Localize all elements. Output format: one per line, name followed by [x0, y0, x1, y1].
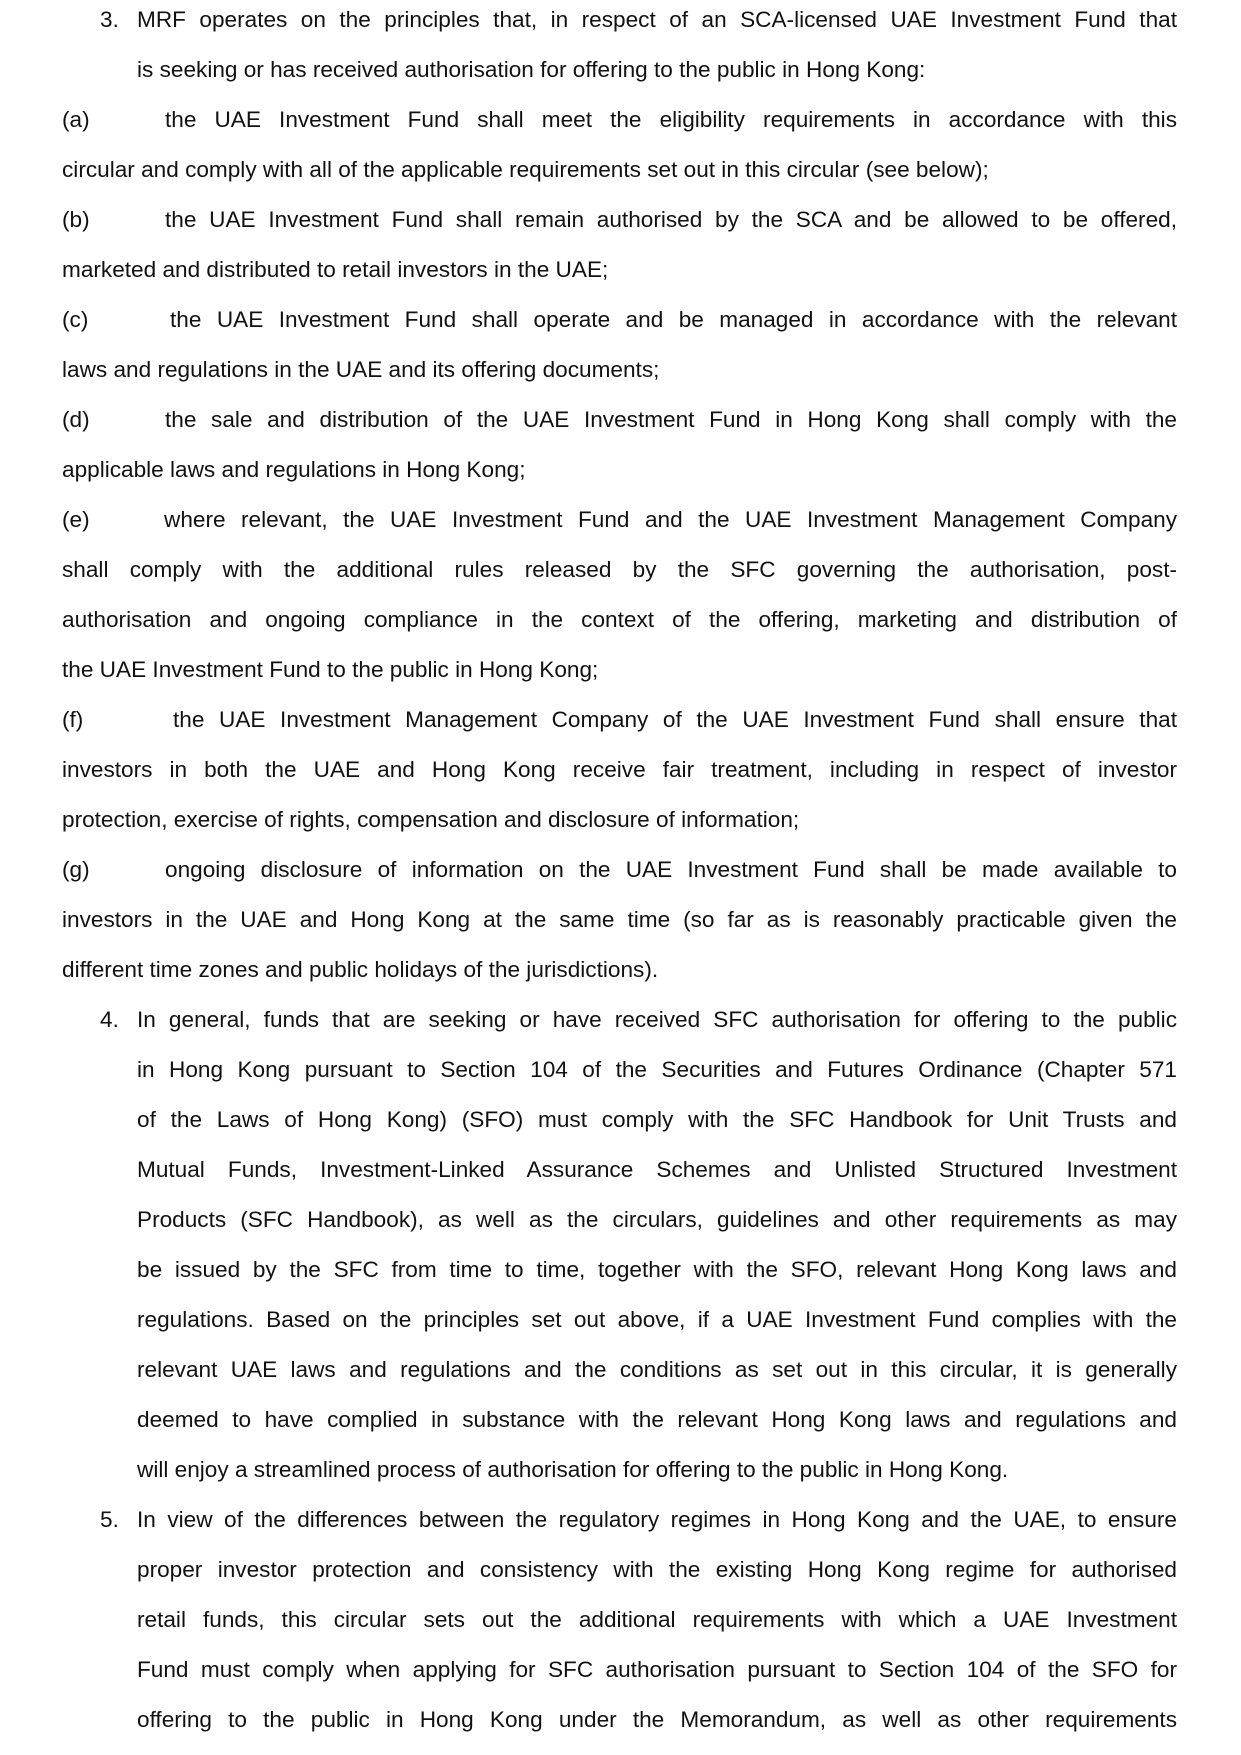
paragraph-4-line-4: Mutual Funds, Investment-Linked Assurance Schemes and Unlisted Structured Investment: [137, 1157, 1177, 1182]
paragraph-4-line-10: will enjoy a streamlined process of authorisation for offering to the public in Hong Kong.: [137, 1457, 1009, 1482]
paragraph-5-line-3: retail funds, this circular sets out the additional requirements with which a UAE Investment: [137, 1607, 1177, 1632]
item-label-g: (g): [62, 857, 90, 882]
paragraph-5-line-1: In view of the differences between the regulatory regimes in Hong Kong and the UAE, to ensure: [137, 1507, 1177, 1532]
item-label-b: (b): [62, 207, 90, 232]
item-g-line-3: different time zones and public holidays of the jurisdictions).: [62, 957, 659, 982]
item-label-d: (d): [62, 407, 90, 432]
item-e-line-3: authorisation and ongoing compliance in the context of the offering, marketing and distribution of: [62, 607, 1177, 632]
paragraph-4-line-7: regulations. Based on the principles set out above, if a UAE Investment Fund complies with the: [137, 1307, 1177, 1332]
paragraph-5-line-2: proper investor protection and consistency with the existing Hong Kong regime for authorised: [137, 1557, 1177, 1582]
item-b-line-1: the UAE Investment Fund shall remain authorised by the SCA and be allowed to be offered,: [165, 207, 1177, 232]
item-c-line-2: laws and regulations in the UAE and its offering documents;: [62, 357, 660, 382]
paragraph-4-line-2: in Hong Kong pursuant to Section 104 of the Securities and Futures Ordinance (Chapter 571: [137, 1057, 1177, 1082]
paragraph-4-line-9: deemed to have complied in substance with the relevant Hong Kong laws and regulations and: [137, 1407, 1177, 1432]
item-c-line-1: the UAE Investment Fund shall operate and be managed in accordance with the relevant: [170, 307, 1177, 332]
item-label-c: (c): [62, 307, 89, 332]
item-d-line-2: applicable laws and regulations in Hong Kong;: [62, 457, 526, 482]
item-a-line-2: circular and comply with all of the applicable requirements set out in this circular (see below);: [62, 157, 989, 182]
item-label-a: (a): [62, 107, 90, 132]
paragraph-4-line-1: In general, funds that are seeking or have received SFC authorisation for offering to the public: [137, 1007, 1177, 1032]
paragraph-4-line-8: relevant UAE laws and regulations and the conditions as set out in this circular, it is generally: [137, 1357, 1177, 1382]
paragraph-number: 4.: [100, 1007, 119, 1032]
paragraph-3-line-1: MRF operates on the principles that, in respect of an SCA-licensed UAE Investment Fund that: [137, 7, 1177, 32]
item-f-line-3: protection, exercise of rights, compensation and disclosure of information;: [62, 807, 800, 832]
paragraph-4-line-6: be issued by the SFC from time to time, together with the SFO, relevant Hong Kong laws and: [137, 1257, 1177, 1282]
item-g-line-1: ongoing disclosure of information on the UAE Investment Fund shall be made available to: [165, 857, 1177, 882]
paragraph-number: 5.: [100, 1507, 119, 1532]
item-f-line-2: investors in both the UAE and Hong Kong receive fair treatment, including in respect of investor: [62, 757, 1177, 782]
item-f-line-1: the UAE Investment Management Company of the UAE Investment Fund shall ensure that: [173, 707, 1177, 732]
item-a-line-1: the UAE Investment Fund shall meet the eligibility requirements in accordance with this: [165, 107, 1177, 132]
item-label-f: (f): [62, 707, 84, 732]
paragraph-4-line-5: Products (SFC Handbook), as well as the circulars, guidelines and other requirements as may: [137, 1207, 1177, 1232]
item-e-line-4: the UAE Investment Fund to the public in Hong Kong;: [62, 657, 599, 682]
paragraph-5-line-5: offering to the public in Hong Kong under the Memorandum, as well as other requirements: [137, 1707, 1177, 1732]
item-e-line-1: where relevant, the UAE Investment Fund and the UAE Investment Management Company: [164, 507, 1177, 532]
item-g-line-2: investors in the UAE and Hong Kong at the same time (so far as is reasonably practicable given the: [62, 907, 1177, 932]
paragraph-number: 3.: [100, 7, 119, 32]
item-d-line-1: the sale and distribution of the UAE Investment Fund in Hong Kong shall comply with the: [165, 407, 1177, 432]
paragraph-3-line-2: is seeking or has received authorisation for offering to the public in Hong Kong:: [137, 57, 926, 82]
item-label-e: (e): [62, 507, 90, 532]
item-e-line-2: shall comply with the additional rules released by the SFC governing the authorisation, post-: [62, 557, 1177, 582]
paragraph-5-line-4: Fund must comply when applying for SFC authorisation pursuant to Section 104 of the SFO for: [137, 1657, 1177, 1682]
paragraph-4-line-3: of the Laws of Hong Kong) (SFO) must comply with the SFC Handbook for Unit Trusts and: [137, 1107, 1177, 1132]
item-b-line-2: marketed and distributed to retail investors in the UAE;: [62, 257, 609, 282]
